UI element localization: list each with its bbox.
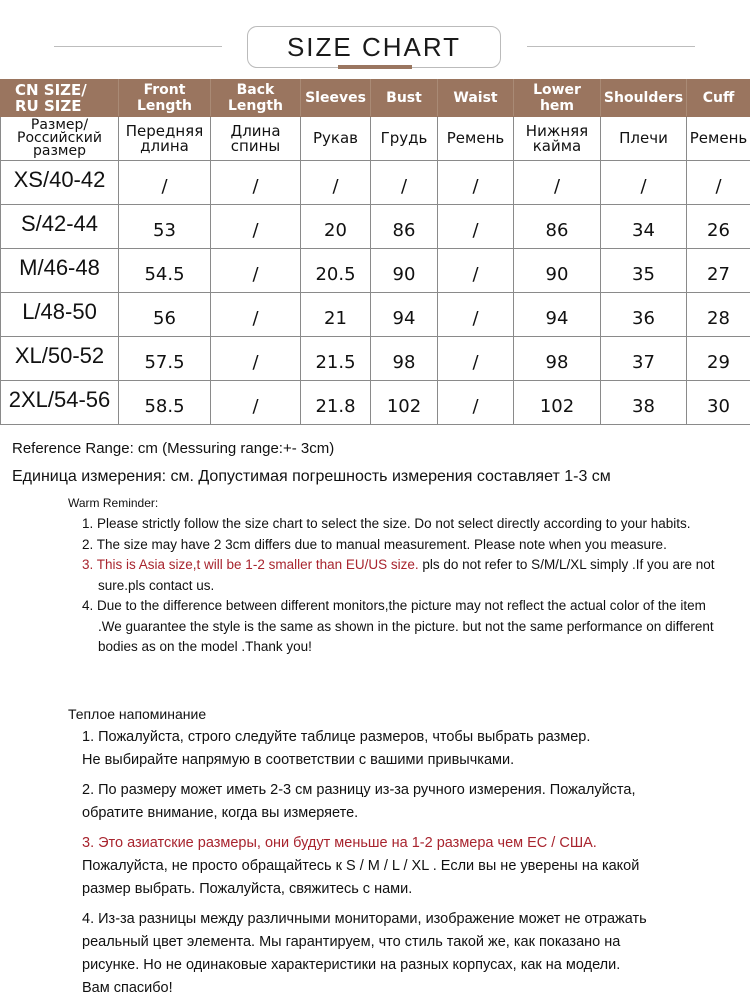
reminder-item-en bbox=[82, 596, 722, 658]
measurement-cell: 29 bbox=[687, 337, 750, 381]
reminder-text-en: pls do not refer to S/M/L/XL simply .If you are not sure.pls contact us. bbox=[98, 557, 715, 593]
header-row-en bbox=[1, 80, 750, 117]
header-row-ru bbox=[1, 117, 750, 161]
measurement-cell: 53 bbox=[119, 205, 211, 249]
measurement-cell: / bbox=[211, 205, 301, 249]
measurement-cell: Рукав bbox=[301, 117, 371, 161]
table-row bbox=[1, 293, 750, 337]
measurement-cell: Грудь bbox=[371, 117, 438, 161]
measurement-cell: / bbox=[211, 381, 301, 425]
reminder-item-ru bbox=[82, 908, 742, 1000]
size-label-cell: XS/40-42 bbox=[1, 161, 119, 205]
measurement-cell: Передняя длина bbox=[119, 117, 211, 161]
reminder-line-ru: обратите внимание, когда вы измеряете. bbox=[82, 802, 742, 825]
reminder-item-en bbox=[82, 514, 722, 535]
title-section bbox=[0, 0, 750, 80]
measurement-cell: 86 bbox=[514, 205, 601, 249]
measurement-cell: 36 bbox=[601, 293, 687, 337]
measurement-cell: 27 bbox=[687, 249, 750, 293]
table-row bbox=[1, 249, 750, 293]
measurement-cell: 20.5 bbox=[301, 249, 371, 293]
measurement-cell: 38 bbox=[601, 381, 687, 425]
measurement-cell: 94 bbox=[371, 293, 438, 337]
reminder-line-ru: размер выбрать. Пожалуйста, свяжитесь с нами. bbox=[82, 878, 742, 901]
measurement-cell: Sleeves bbox=[301, 80, 371, 117]
measurement-cell: 56 bbox=[119, 293, 211, 337]
size-label-cell: 2XL/54-56 bbox=[1, 381, 119, 425]
measurement-cell: 28 bbox=[687, 293, 750, 337]
page-title: SIZE CHART bbox=[287, 32, 461, 62]
warm-reminder-list-en bbox=[82, 514, 722, 658]
measurement-cell: 98 bbox=[514, 337, 601, 381]
measurement-cell: / bbox=[438, 337, 514, 381]
measurement-cell: Ремень bbox=[687, 117, 750, 161]
measurement-cell: Shoulders bbox=[601, 80, 687, 117]
size-label-cell: Размер/ Российский размер bbox=[1, 117, 119, 161]
measurement-cell: / bbox=[514, 161, 601, 205]
measurement-cell: / bbox=[438, 205, 514, 249]
measurement-cell: Front Length bbox=[119, 80, 211, 117]
measurement-cell: 21.8 bbox=[301, 381, 371, 425]
reminder-item-en bbox=[82, 555, 722, 596]
measurement-cell: Waist bbox=[438, 80, 514, 117]
title-box bbox=[247, 26, 501, 68]
size-label-cell: XL/50-52 bbox=[1, 337, 119, 381]
measurement-cell: 90 bbox=[371, 249, 438, 293]
measurement-cell: 21 bbox=[301, 293, 371, 337]
measurement-cell: / bbox=[438, 249, 514, 293]
table-row bbox=[1, 337, 750, 381]
measurement-cell: / bbox=[371, 161, 438, 205]
measurement-cell: / bbox=[211, 161, 301, 205]
table-row bbox=[1, 161, 750, 205]
reminder-line-ru: 2. По размеру может иметь 2-3 см разницу из-за ручного измерения. Пожалуйста, bbox=[82, 779, 742, 802]
measurement-cell: / bbox=[438, 161, 514, 205]
table-row bbox=[1, 381, 750, 425]
measurement-cell: / bbox=[438, 293, 514, 337]
size-label-cell: S/42-44 bbox=[1, 205, 119, 249]
reminder-line-ru: Не выбирайте напрямую в соответствии с вашими привычками. bbox=[82, 749, 742, 772]
title-divider-right bbox=[527, 46, 695, 47]
measurement-cell: / bbox=[119, 161, 211, 205]
reminder-text-en: 1. Please strictly follow the size chart to select the size. Do not select directly according to your habits. bbox=[82, 516, 691, 531]
measurement-cell: 21.5 bbox=[301, 337, 371, 381]
reminder-item-en bbox=[82, 535, 722, 556]
table-row bbox=[1, 205, 750, 249]
measurement-cell: / bbox=[211, 249, 301, 293]
measurement-cell: / bbox=[211, 337, 301, 381]
reference-range-en: Reference Range: cm (Messuring range:+- 3cm) bbox=[12, 440, 334, 457]
reminder-item-ru bbox=[82, 779, 742, 825]
reference-range-ru: Единица измерения: см. Допустимая погрешность измерения составляет 1-3 см bbox=[12, 468, 611, 486]
measurement-cell: 98 bbox=[371, 337, 438, 381]
title-accent-bar bbox=[338, 65, 412, 69]
reminder-text-en: 2. The size may have 2 3cm differs due to manual measurement. Please note when you measure. bbox=[82, 537, 667, 552]
measurement-cell: Длина спины bbox=[211, 117, 301, 161]
measurement-cell: 34 bbox=[601, 205, 687, 249]
measurement-cell: Lower hem bbox=[514, 80, 601, 117]
title-divider-left bbox=[54, 46, 222, 47]
reminder-line-ru: Пожалуйста, не просто обращайтесь к S / M / L / XL . Если вы не уверены на какой bbox=[82, 855, 742, 878]
measurement-cell: / bbox=[211, 293, 301, 337]
measurement-cell: 57.5 bbox=[119, 337, 211, 381]
measurement-cell: / bbox=[301, 161, 371, 205]
reminder-line-ru: 1. Пожалуйста, строго следуйте таблице размеров, чтобы выбрать размер. bbox=[82, 726, 742, 749]
reminder-line-ru: 4. Из-за разницы между различными мониторами, изображение может не отражать bbox=[82, 908, 742, 931]
warm-reminder-title: Warm Reminder: bbox=[68, 496, 158, 510]
measurement-cell: 102 bbox=[514, 381, 601, 425]
measurement-cell: 20 bbox=[301, 205, 371, 249]
measurement-cell: 86 bbox=[371, 205, 438, 249]
size-label-cell: M/46-48 bbox=[1, 249, 119, 293]
reminder-line-ru: реальный цвет элемента. Мы гарантируем, что стиль такой же, как показано на bbox=[82, 931, 742, 954]
reminder-line-ru: Вам спасибо! bbox=[82, 977, 742, 1000]
warm-reminder-title-ru: Теплое напоминание bbox=[68, 706, 206, 722]
reminder-text-en: 4. Due to the difference between different monitors,the picture may not reflect the actual color of the item .We guarantee the style is the same as shown in the picture. but not the same performance on different bodies as on the model .Thank you! bbox=[82, 598, 714, 654]
measurement-cell: 30 bbox=[687, 381, 750, 425]
reminder-line-ru: рисунке. Но не одинаковые характеристики на разных корпусах, как на модели. bbox=[82, 954, 742, 977]
measurement-cell: 58.5 bbox=[119, 381, 211, 425]
reminder-warning-ru: 3. Это азиатские размеры, они будут меньше на 1-2 размера чем ЕС / США. bbox=[82, 832, 742, 855]
measurement-cell: Cuff bbox=[687, 80, 750, 117]
reminder-item-ru bbox=[82, 726, 742, 772]
measurement-cell: 37 bbox=[601, 337, 687, 381]
measurement-cell: 94 bbox=[514, 293, 601, 337]
measurement-cell: 90 bbox=[514, 249, 601, 293]
reminder-warning-en: 3. This is Asia size,t will be 1-2 smaller than EU/US size. bbox=[82, 557, 419, 572]
measurement-cell: / bbox=[601, 161, 687, 205]
size-label-cell: L/48-50 bbox=[1, 293, 119, 337]
warm-reminder-list-ru bbox=[82, 726, 742, 1007]
measurement-cell: Плечи bbox=[601, 117, 687, 161]
measurement-cell: 26 bbox=[687, 205, 750, 249]
measurement-cell: / bbox=[438, 381, 514, 425]
measurement-cell: Ремень bbox=[438, 117, 514, 161]
measurement-cell: Back Length bbox=[211, 80, 301, 117]
measurement-cell: 35 bbox=[601, 249, 687, 293]
measurement-cell: 54.5 bbox=[119, 249, 211, 293]
measurement-cell: / bbox=[687, 161, 750, 205]
size-label-cell: CN SIZE/ RU SIZE bbox=[1, 80, 119, 117]
measurement-cell: 102 bbox=[371, 381, 438, 425]
size-chart-table bbox=[0, 79, 750, 425]
measurement-cell: Bust bbox=[371, 80, 438, 117]
measurement-cell: Нижняя кайма bbox=[514, 117, 601, 161]
reminder-item-ru bbox=[82, 832, 742, 901]
